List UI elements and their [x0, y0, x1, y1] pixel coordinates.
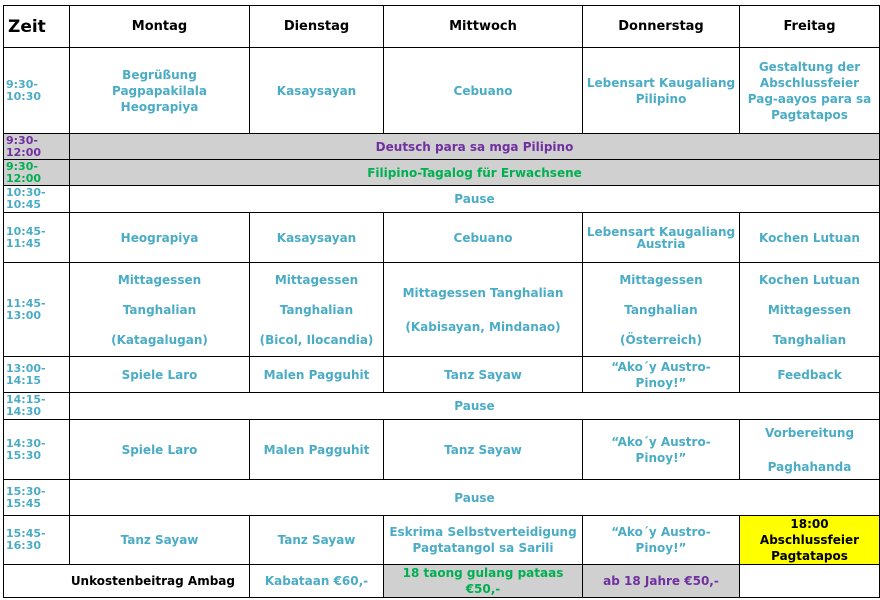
header-row: [4, 6, 880, 48]
cell-line: Kochen Lutuan: [759, 272, 860, 287]
cell-mon: Tanz Sayaw: [70, 516, 250, 565]
cell-thu: [583, 263, 740, 357]
row-fees: [4, 565, 880, 598]
cell-line: (Österreich): [620, 332, 702, 347]
time-line: 14:30: [6, 405, 42, 418]
cell-thu: [583, 213, 740, 263]
time-line: 14:15-: [6, 393, 46, 406]
cell-line: Eskrima Selbstverteidigung: [389, 525, 577, 539]
cell-mon: [70, 48, 250, 134]
time-cell: [4, 420, 70, 480]
cell-wed: Tanz Sayaw: [384, 420, 583, 480]
cell-fri: [740, 263, 880, 357]
time-cell: [4, 186, 70, 213]
cell-mon: Spiele Laro: [70, 420, 250, 480]
pause-cell: Pause: [70, 186, 880, 213]
cell-tue: Malen Pagguhit: [250, 420, 384, 480]
day-header-mittwoch: Mittwoch: [384, 6, 583, 48]
cell-thu: “Ako´y Austro-Pinoy!”: [583, 357, 740, 393]
cell-line: Abschlussfeier: [759, 75, 860, 90]
time-cell: [4, 213, 70, 263]
row-pause-2: [4, 393, 880, 420]
cell-line: Tanghalian: [772, 332, 847, 347]
course-filipino: Filipino-Tagalog für Erwachsene: [70, 160, 880, 186]
zeit-header: Zeit: [4, 6, 70, 48]
cell-fri: [740, 420, 880, 480]
day-header-montag: Montag: [70, 6, 250, 48]
time-line: 10:30-: [6, 186, 46, 199]
cell-fri: [740, 48, 880, 134]
pause-cell: Pause: [70, 393, 880, 420]
cell-line: 18:00 Abschlussfeier: [759, 517, 860, 547]
cell-line: Pagtatapos: [771, 107, 848, 122]
row-1545-1630: [4, 516, 880, 565]
row-deutsch-course: [4, 134, 880, 160]
cell-line: Mittagessen: [117, 272, 202, 287]
day-header-donnerstag: Donnerstag: [583, 6, 740, 48]
time-line: 13:00: [6, 308, 42, 322]
row-0930-1030: [4, 48, 880, 134]
cell-mon: Spiele Laro: [70, 357, 250, 393]
cell-line: Mittagessen: [274, 272, 359, 287]
cell-wed: Cebuano: [384, 48, 583, 134]
cell-thu: “Ako´y Austro-Pinoy!”: [583, 516, 740, 565]
time-line: 11:45: [6, 236, 42, 250]
fee-empty: [740, 565, 880, 598]
cell-line: Pilipino: [635, 91, 687, 106]
cell-wed: Cebuano: [384, 213, 583, 263]
cell-fri: Feedback: [740, 357, 880, 393]
cell-thu: “Ako´y Austro-Pinoy!”: [583, 420, 740, 480]
time-line: 13:00-: [6, 361, 46, 375]
time-line: 15:30: [6, 448, 42, 462]
time-line: 11:45-: [6, 296, 46, 310]
cell-line: Paghahanda: [767, 459, 852, 474]
row-1300-1415: [4, 357, 880, 393]
row-filipino-course: [4, 160, 880, 186]
cell-line: Begrüßung Pagpapakilala: [111, 67, 208, 98]
cell-thu: [583, 48, 740, 134]
cell-line: Mittagessen: [767, 302, 852, 317]
cell-line: Austria: [636, 236, 686, 251]
cell-fri: Kochen Lutuan: [740, 213, 880, 263]
cell-wed: Tanz Sayaw: [384, 357, 583, 393]
time-line: 15:45: [6, 496, 42, 510]
course-deutsch: Deutsch para sa mga Pilipino: [70, 134, 880, 160]
cell-tue: [250, 263, 384, 357]
cell-tue: Kasaysayan: [250, 48, 384, 134]
cell-line: Lebensart Kaugaliang: [586, 75, 736, 90]
row-1145-1300: [4, 263, 880, 357]
cell-line: Tanghalian: [624, 302, 698, 317]
schedule-table: [3, 5, 880, 598]
fee-kids: Kabataan €60,-: [250, 565, 384, 598]
cell-line: Pagtatangol sa Sarili: [412, 541, 554, 555]
time-line: 15:45-: [6, 527, 46, 540]
day-header-freitag: Freitag: [740, 6, 880, 48]
cell-tue: Kasaysayan: [250, 213, 384, 263]
time-cell: 9:30-12:00: [4, 134, 70, 160]
time-line: 16:30: [6, 539, 42, 552]
time-cell: [4, 393, 70, 420]
time-line: 10:45-: [6, 224, 46, 238]
cell-tue: Malen Pagguhit: [250, 357, 384, 393]
time-cell: 9:30-10:30: [4, 48, 70, 134]
cell-line: Heograpiya: [120, 99, 199, 114]
cell-mon: [70, 263, 250, 357]
cell-wed: [384, 263, 583, 357]
fee-adults: ab 18 Jahre €50,-: [583, 565, 740, 598]
time-line: 14:15: [6, 373, 42, 387]
cell-line: Mittagessen: [619, 272, 703, 287]
time-cell: [4, 516, 70, 565]
cell-line: (Bicol, Ilocandia): [259, 332, 374, 347]
cell-line: Tanghalian: [279, 302, 354, 317]
time-cell: 9:30-12:00: [4, 160, 70, 186]
time-cell: [4, 357, 70, 393]
fee-teens: 18 taong gulang pataas €50,-: [384, 565, 583, 598]
cell-line: Tanghalian: [122, 302, 197, 317]
row-1045-1145: [4, 213, 880, 263]
cell-line: Mittagessen Tanghalian: [402, 285, 564, 300]
cell-line: Pagtatapos: [771, 549, 848, 563]
pause-cell: Pause: [70, 480, 880, 516]
cell-line: Pag-aayos para sa: [747, 91, 872, 106]
row-pause-3: [4, 480, 880, 516]
cell-line: (Kabisayan, Mindanao): [405, 319, 561, 334]
cell-line: Gestaltung der: [758, 59, 861, 74]
day-header-dienstag: Dienstag: [250, 6, 384, 48]
row-pause-1: [4, 186, 880, 213]
cell-line: Lebensart Kaugaliang: [586, 224, 736, 239]
fee-label: Unkostenbeitrag Ambag: [4, 565, 250, 598]
time-line: 14:30-: [6, 436, 46, 450]
time-cell: [4, 263, 70, 357]
cell-line: (Katagalugan): [111, 332, 208, 347]
cell-tue: Tanz Sayaw: [250, 516, 384, 565]
cell-fri-celebration: [740, 516, 880, 565]
row-1430-1530: [4, 420, 880, 480]
cell-line: Vorbereitung: [764, 425, 855, 440]
time-line: 10:45: [6, 198, 42, 211]
cell-wed: [384, 516, 583, 565]
time-cell: [4, 480, 70, 516]
cell-mon: Heograpiya: [70, 213, 250, 263]
time-line: 15:30-: [6, 484, 46, 498]
